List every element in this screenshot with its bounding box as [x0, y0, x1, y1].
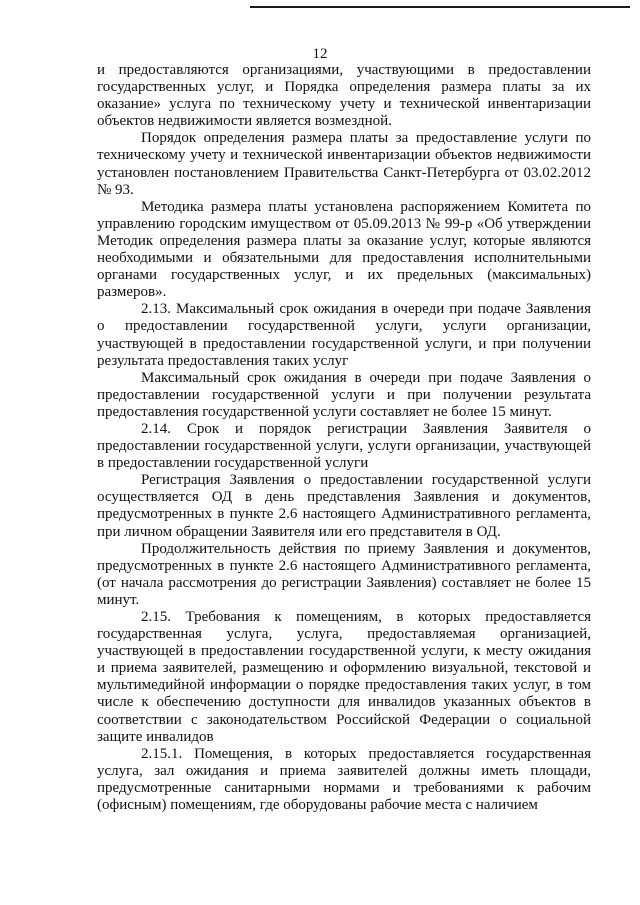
- paragraph-registration: Регистрация Заявления о предоставлении государственной услуги осуществляется ОД в день представления Заявления и документов, предусмотренных в пункте 2.6 настоящего Административного регламента, при личном обращении Заявителя или его представителя в ОД.: [97, 472, 591, 540]
- section-2-13-heading: 2.13. Максимальный срок ожидания в очереди при подаче Заявления о предоставлении государственной услуги, услуги организации, участвующей в предоставлении государственной услуги, и при получении результата предоставления таких услуг: [97, 301, 591, 369]
- paragraph-continuation: и предоставляются организациями, участвующими в предоставлении государственных услуг, и Порядка определения размера платы за их оказание» услуга по техническому учету и технической инвентаризации объектов недвижимости является возмездной.: [97, 62, 591, 130]
- top-border-line: [250, 6, 630, 8]
- paragraph-max-wait-time: Максимальный срок ожидания в очереди при подаче Заявления о предоставлении государственной услуги и при получении результата предоставления государственной услуги составляет не более 15 минут.: [97, 369, 591, 420]
- paragraph-payment-method: Методика размера платы установлена распоряжением Комитета по управлению городским имуществом от 05.09.2013 № 99-р «Об утверждении Методик определения размера платы за оказание услуг, которые являются необходимыми и обязательными для предоставления исполнительными органами государственных услуг, и их предельных (максимальных) размеров».: [97, 198, 591, 301]
- paragraph-registration-duration: Продолжительность действия по приему Заявления и документов, предусмотренных в пункте 2.6 настоящего Административного регламента, (от начала рассмотрения до регистрации Заявления) составляет не более 15 минут.: [97, 540, 591, 608]
- page-number: 12: [312, 46, 328, 62]
- paragraph-payment-order: Порядок определения размера платы за предоставление услуги по техническому учету и технической инвентаризации объектов недвижимости установлен постановлением Правительства Санкт-Петербурга от 03.02.2012 № 93.: [97, 130, 591, 198]
- document-body: [97, 62, 591, 814]
- section-2-15-heading: 2.15. Требования к помещениям, в которых предоставляется государственная услуга, услуга, предоставляемая организацией, участвующей в предоставлении государственной услуги, к месту ожидания и приема заявителей, размещению и оформлению визуальной, текстовой и мультимедийной информации о порядке предоставления таких услуг, в том числе к обеспечению доступности для инвалидов указанных объектов в соответствии с законодательством Российской Федерации о социальной защите инвалидов: [97, 609, 591, 745]
- section-2-15-1-text: 2.15.1. Помещения, в которых предоставляется государственная услуга, зал ожидания и приема заявителей должны иметь площади, предусмотренные санитарными нормами и требованиями к рабочим (офисным) помещениям, где оборудованы рабочие места с наличием: [97, 745, 591, 814]
- section-2-14-heading: 2.14. Срок и порядок регистрации Заявления Заявителя о предоставлении государственной услуги, услуги организации, участвующей в предоставлении государственной услуги: [97, 420, 591, 472]
